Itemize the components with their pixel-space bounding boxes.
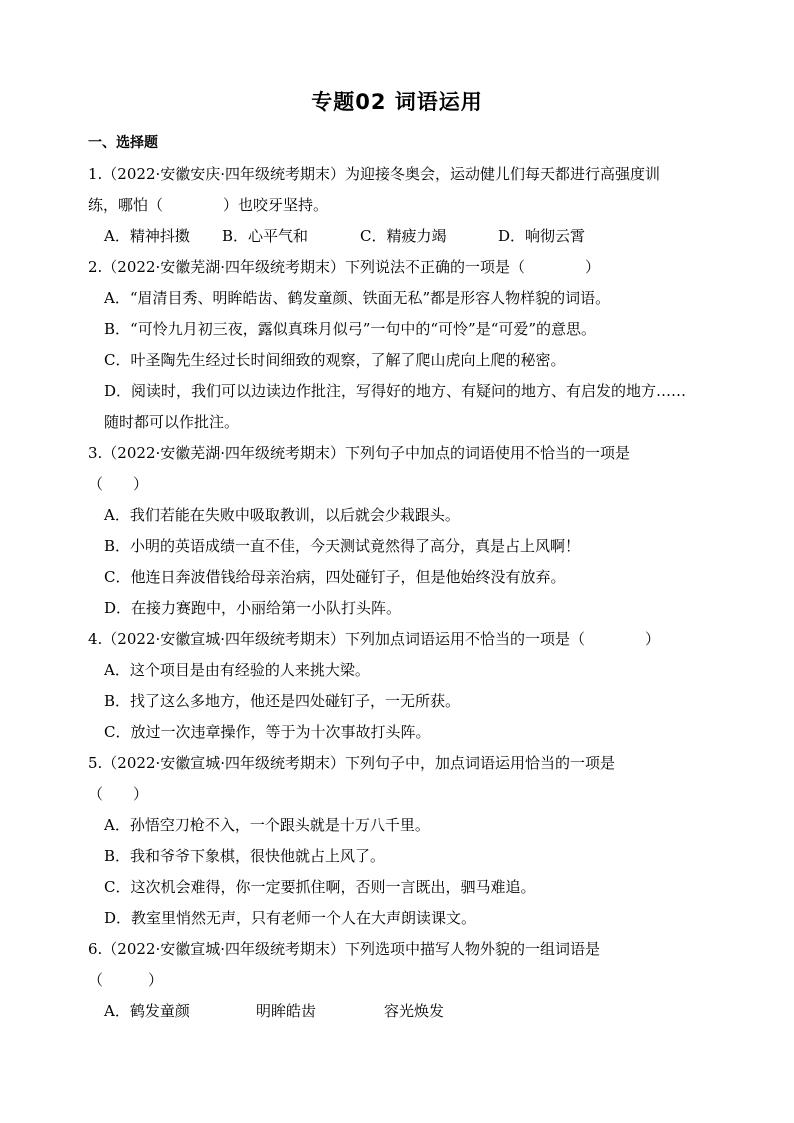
question-5-line-1: 5.（2022·安徽宣城·四年级统考期末）下列句子中，加点词语运用恰当的一项是 bbox=[88, 754, 616, 772]
question-2-option-d: D．阅读时，我们可以边读边作批注，写得好的地方、有疑问的地方、有启发的地方…… bbox=[104, 382, 687, 400]
question-5-option-c: C．这次机会难得，你一定要抓住啊，否则一言既出，驷马难追。 bbox=[104, 878, 536, 896]
question-2-line-1: 2.（2022·安徽芜湖·四年级统考期末）下列说法不正确的一项是（ ） bbox=[88, 258, 601, 276]
question-5-option-d: D．教室里悄然无声，只有老师一个人在大声朗读课文。 bbox=[104, 909, 477, 927]
question-1-option-a: A．精神抖擞 bbox=[104, 227, 190, 245]
question-3-line-2: （ ） bbox=[88, 475, 149, 493]
question-3-line-1: 3.（2022·安徽芜湖·四年级统考期末）下列句子中加点的词语使用不恰当的一项是 bbox=[88, 444, 631, 462]
question-5-option-a: A．孙悟空刀枪不入，一个跟头就是十万八千里。 bbox=[104, 816, 430, 834]
question-5-option-b: B．我和爷爷下象棋，很快他就占上风了。 bbox=[104, 847, 386, 865]
question-2-option-c: C．叶圣陶先生经过长时间细致的观察，了解了爬山虎向上爬的秘密。 bbox=[104, 351, 566, 369]
question-4-line-1: 4.（2022·安徽宣城·四年级统考期末）下列加点词语运用不恰当的一项是（ ） bbox=[88, 630, 661, 648]
question-4-option-a: A．这个项目是由有经验的人来挑大梁。 bbox=[104, 661, 370, 679]
question-3-option-c: C．他连日奔波借钱给母亲治病，四处碰钉子，但是他始终没有放弃。 bbox=[104, 568, 566, 586]
question-1-line-1: 1.（2022·安徽安庆·四年级统考期末）为迎接冬奥会，运动健儿们每天都进行高强度训 bbox=[88, 165, 661, 183]
question-1-option-b: B．心平气和 bbox=[222, 227, 309, 245]
question-1-line-2: 练，哪怕（ ）也咬牙坚持。 bbox=[88, 196, 329, 214]
question-6-word-3: 容光焕发 bbox=[384, 1002, 445, 1020]
question-1-options bbox=[104, 226, 585, 246]
question-2-option-b: B．“可怜九月初三夜，露似真珠月似弓”一句中的“可怜”是“可爱”的意思。 bbox=[104, 320, 597, 338]
question-4-option-c: C．放过一次违章操作，等于为十次事故打头阵。 bbox=[104, 723, 431, 741]
section-heading: 一、选择题 bbox=[88, 135, 158, 151]
question-6-line-1: 6.（2022·安徽宣城·四年级统考期末）下列选项中描写人物外貌的一组词语是 bbox=[88, 940, 601, 958]
question-4-option-b: B．找了这么多地方，他还是四处碰钉子，一无所获。 bbox=[104, 692, 461, 710]
question-1-option-d: D．响彻云霄 bbox=[498, 227, 586, 245]
question-5-line-2: （ ） bbox=[88, 785, 149, 803]
question-3-option-b: B．小明的英语成绩一直不佳，今天测试竟然得了高分，真是占上风啊！ bbox=[104, 537, 581, 555]
question-2-option-d-continued: 随时都可以作批注。 bbox=[104, 413, 240, 431]
page-title: 专题02 词语运用 bbox=[311, 90, 483, 114]
question-6-line-2: （ ） bbox=[88, 971, 164, 989]
question-6-word-2: 明眸皓齿 bbox=[256, 1002, 317, 1020]
question-2-option-a: A．“眉清目秀、明眸皓齿、鹤发童颜、铁面无私”都是形容人物样貌的词语。 bbox=[104, 289, 611, 307]
question-1-option-c: C．精疲力竭 bbox=[360, 227, 447, 245]
question-6-option-a: A．鹤发童颜 bbox=[104, 1002, 190, 1020]
question-6-options bbox=[104, 1001, 444, 1021]
question-3-option-a: A．我们若能在失败中吸取教训，以后就会少栽跟头。 bbox=[104, 506, 460, 524]
question-3-option-d: D．在接力赛跑中，小丽给第一小队打头阵。 bbox=[104, 599, 402, 617]
